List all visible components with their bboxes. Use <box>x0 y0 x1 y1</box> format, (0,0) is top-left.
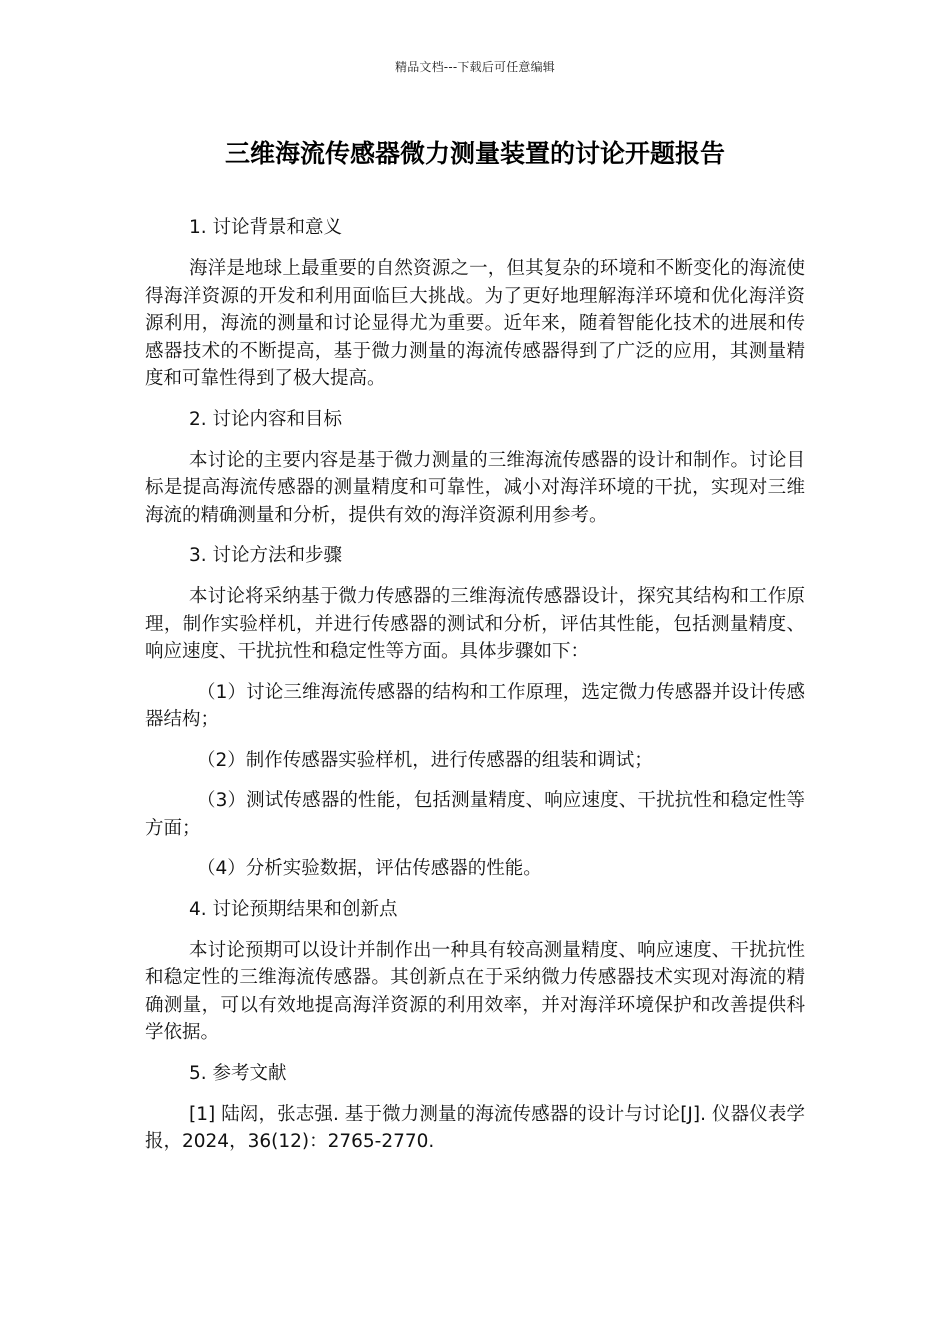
section-paragraph-content-goals: 本讨论的主要内容是基于微力测量的三维海流传感器的设计和制作。讨论目标是提高海流传感器的测量精度和可靠性，减小对海洋环境的干扰，实现对三维海流的精确测量和分析，提供有效的海洋资源利用参考。 <box>145 449 805 526</box>
section-paragraph-background: 海洋是地球上最重要的自然资源之一，但其复杂的环境和不断变化的海流使得海洋资源的开发和利用面临巨大挑战。为了更好地理解海洋环境和优化海洋资源利用，海流的测量和讨论显得尤为重要。近年来，随着智能化技术的进展和传感器技术的不断提高，基于微力测量的海流传感器得到了广泛的应用，其测量精度和可靠性得到了极大提高。 <box>145 258 805 389</box>
method-step: （1）讨论三维海流传感器的结构和工作原理，选定微力传感器并设计传感器结构； <box>145 681 805 730</box>
method-step: （4）分析实验数据，评估传感器的性能。 <box>197 858 542 879</box>
document-body <box>145 214 805 1169</box>
section-heading-expected-results: 4. 讨论预期结果和创新点 <box>189 898 398 920</box>
document-title: 三维海流传感器微力测量装置的讨论开题报告 <box>224 139 725 168</box>
section-heading-content-goals: 2. 讨论内容和目标 <box>189 408 343 430</box>
section-heading-background: 1. 讨论背景和意义 <box>189 217 343 238</box>
section-paragraph-methods: 本讨论将采纳基于微力传感器的三维海流传感器设计，探究其结构和工作原理，制作实验样机，并进行传感器的测试和分析，评估其性能，包括测量精度、响应速度、干扰抗性和稳定性等方面。具体步骤如下： <box>145 586 805 662</box>
section-paragraph-expected-results: 本讨论预期可以设计并制作出一种具有较高测量精度、响应速度、干扰抗性和稳定性的三维海流传感器。其创新点在于采纳微力传感器技术实现对海流的精确测量，可以有效地提高海洋资源的利用效率，并对海洋环境保护和改善提供科学依据。 <box>145 939 805 1043</box>
section-heading-references: 5. 参考文献 <box>189 1062 287 1084</box>
section-heading-methods: 3. 讨论方法和步骤 <box>189 545 343 566</box>
reference-entry: [1] 陆闳，张志强. 基于微力测量的海流传感器的设计与讨论[J]. 仪器仪表学报，2024，36(12)：2765-2770. <box>145 1103 805 1152</box>
method-step: （3）测试传感器的性能，包括测量精度、响应速度、干扰抗性和稳定性等方面； <box>145 790 805 839</box>
method-step: （2）制作传感器实验样机，进行传感器的组装和调试； <box>197 749 653 771</box>
header-watermark: 精品文档---下载后可任意编辑 <box>395 60 555 74</box>
